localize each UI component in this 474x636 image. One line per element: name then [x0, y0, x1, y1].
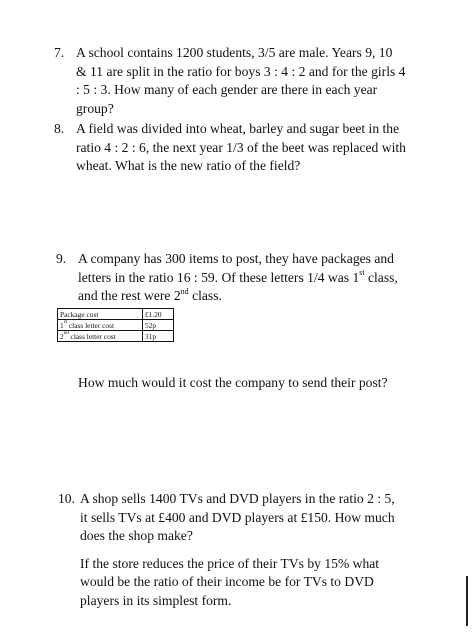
question-10-paragraph: [80, 555, 440, 611]
table-cell-value: 31p: [143, 331, 174, 342]
question-10-line: would be the ratio of their income be for TVs to DVD: [80, 574, 374, 590]
question-9-line: A company has 300 items to post, they have packages and: [78, 251, 394, 266]
question-7-line: : 5 : 3. How many of each gender are there in each year: [76, 82, 378, 98]
question-9-line: [78, 287, 438, 306]
question-7: [54, 44, 436, 118]
question-8-line: wheat. What is the new ratio of the field?: [76, 158, 301, 174]
table-row: [58, 331, 174, 342]
ordinal-suffix: nd: [180, 286, 189, 296]
question-9-number: 9.: [56, 251, 67, 266]
question-10-line: A shop sells 1400 TVs and DVD players in the ratio 2 : 5,: [80, 491, 395, 506]
question-8-number: 8.: [54, 121, 65, 136]
question-9-prompt: How much would it cost the company to send their post?: [78, 375, 388, 390]
question-9-text: letters in the ratio 16 : 59. Of these letters 1/4 was 1: [78, 269, 360, 285]
ordinal-suffix: nd: [63, 331, 69, 337]
question-7-line: & 11 are split in the ratio for boys 3 : 4 : 2 and for the girls 4: [76, 63, 406, 79]
question-10: [58, 490, 440, 611]
table-cell-label: Package cost: [58, 309, 143, 320]
postage-cost-table: [57, 308, 174, 342]
label-text: class letter cost: [67, 320, 115, 330]
question-7-line: group?: [76, 100, 114, 116]
label-text: class letter cost: [68, 331, 116, 341]
table-cell-value: 52p: [143, 320, 174, 331]
table-row: [58, 320, 174, 331]
ordinal-suffix: st: [359, 268, 365, 278]
question-10-line: players in its simplest form.: [80, 592, 232, 608]
question-9-text: class.: [188, 288, 222, 304]
table-row: [58, 309, 174, 320]
table-cell-value: £1.20: [143, 309, 174, 320]
table-cell-label: [58, 331, 143, 342]
scrollbar[interactable]: [466, 576, 468, 626]
label-text: 2: [60, 331, 64, 341]
question-7-number: 7.: [54, 45, 65, 60]
table-cell-label: [58, 320, 143, 331]
question-9: [56, 250, 438, 306]
question-10-line: it sells TVs at £400 and DVD players at £150. How much: [80, 509, 395, 525]
question-9-text: class,: [364, 269, 398, 285]
question-7-line: A school contains 1200 students, 3/5 are male. Years 9, 10: [76, 45, 393, 60]
question-8-line: ratio 4 : 2 : 6, the next year 1/3 of the beet was replaced with: [76, 139, 406, 155]
question-8: [54, 120, 436, 176]
question-10-paragraph: [80, 490, 440, 546]
question-8-line: A field was divided into wheat, barley and sugar beet in the: [76, 121, 400, 136]
question-9-text: and the rest were 2: [78, 288, 181, 304]
label-text: 1: [60, 320, 64, 330]
question-9-line: [78, 269, 438, 288]
question-10-line: does the shop make?: [80, 528, 193, 544]
question-10-number: 10.: [58, 491, 75, 506]
question-10-line: If the store reduces the price of their TVs by 15% what: [80, 555, 380, 571]
ordinal-suffix: st: [63, 320, 68, 326]
